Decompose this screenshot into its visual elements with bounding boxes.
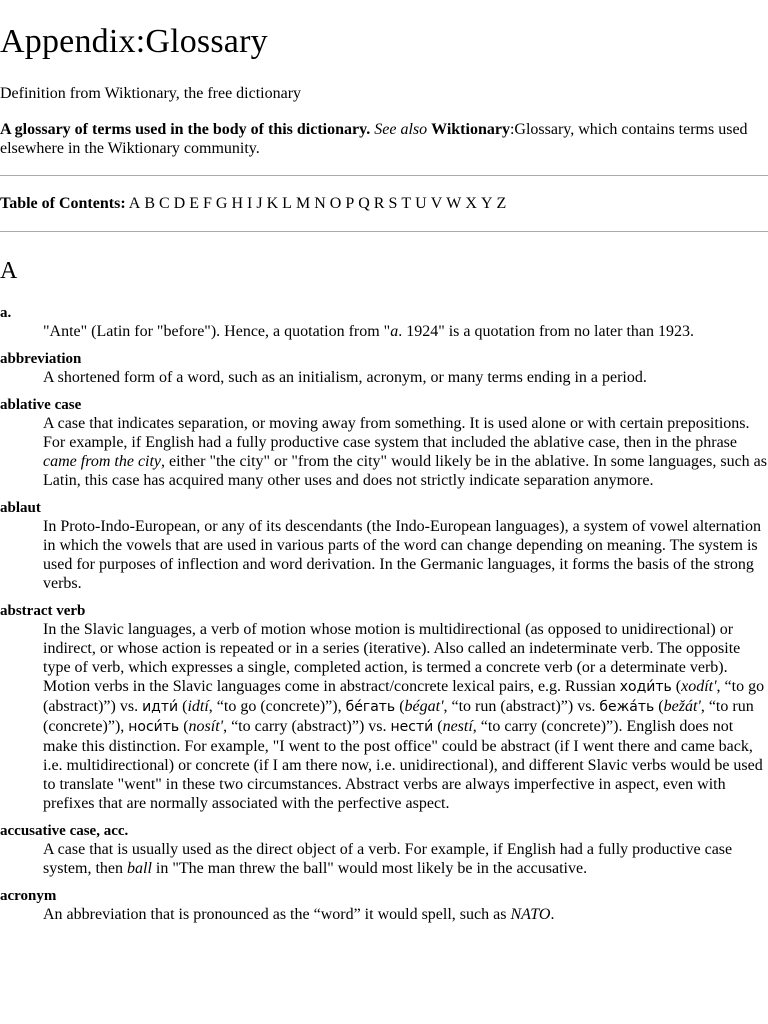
definition-italic: came from the city	[43, 453, 162, 470]
definition-text: , “to carry (abstract)”) vs.	[223, 718, 391, 735]
entry-definition	[43, 414, 768, 490]
definition-text: , “to run (concrete)”),	[43, 698, 754, 735]
definition-cyrillic-link[interactable]: идти́	[142, 699, 179, 715]
definition-text: (	[671, 678, 682, 695]
toc-letter-f[interactable]: F	[203, 195, 212, 212]
intro-bold: A glossary of terms used in the body of this dictionary.	[0, 121, 371, 138]
entry-term: ablative case	[0, 397, 82, 413]
entry-definition	[43, 368, 768, 387]
definition-text: (	[433, 718, 443, 735]
definition-cyrillic-link[interactable]: бе́гать	[345, 699, 396, 715]
definition-italic: ball	[127, 860, 152, 877]
toc-letter-k[interactable]: K	[266, 195, 279, 212]
definition-text: . 1924" is a quotation from no later than 1923.	[398, 323, 695, 340]
definition-text: , either "the city" or "from the city" would likely be in the ablative. In some languages, such as Latin, this case has acquired many other uses and does not strictly indicate separation anymore.	[43, 453, 767, 489]
table-of-contents	[0, 194, 510, 213]
section-letter-heading: A	[0, 258, 18, 284]
definition-italic: nosít'	[188, 718, 224, 735]
entry-term: abstract verb	[0, 603, 86, 619]
intro-see-also: See also	[374, 121, 428, 138]
divider-top	[0, 175, 768, 176]
toc-letter-a[interactable]: A	[128, 195, 141, 212]
definition-text: (	[395, 698, 405, 715]
toc-letter-r[interactable]: R	[373, 195, 385, 212]
toc-letter-c[interactable]: C	[159, 195, 170, 212]
definition-text: , “to carry (concrete)”). English does not make this distinction. For example, "I went to the post office" could be abstract (if I went there and came back, i.e. multidirectional) or concrete (if I am there now, i.e. unidirectional), and different Slavic verbs would be used to translate "went" in these two circumstances. Abstract verbs are always imperfective in aspect, even with prefixes that are normally associated with the perfective aspect.	[43, 718, 763, 812]
toc-label: Table of Contents:	[0, 195, 126, 212]
toc-letter-v[interactable]: V	[430, 195, 443, 212]
definition-text: "Ante" (Latin for "before"). Hence, a quotation from "	[43, 323, 391, 340]
definition-text: A shortened form of a word, such as an initialism, acronym, or many terms ending in a period.	[43, 369, 647, 386]
toc-letter-m[interactable]: M	[295, 195, 311, 212]
intro-paragraph	[0, 120, 760, 158]
definition-text: In the Slavic languages, a verb of motion whose motion is multidirectional (as opposed to unidirectional) or indirect, or whose action is repeated or in a series (iterative). Also called an indeterminate verb. The opposite type of verb, which expresses a single, completed action, is termed a concrete verb (or a determinate verb). Motion verbs in the Slavic languages come in abstract/concrete lexical pairs, e.g. Russian	[43, 621, 741, 695]
definition-cyrillic-link[interactable]: носи́ть	[128, 719, 180, 735]
toc-letter-b[interactable]: B	[144, 195, 155, 212]
toc-letter-s[interactable]: S	[388, 195, 398, 212]
toc-letter-d[interactable]: D	[173, 195, 186, 212]
toc-letter-i[interactable]: I	[247, 195, 253, 212]
toc-letter-h[interactable]: H	[231, 195, 244, 212]
entry-list	[0, 304, 768, 924]
toc-letter-n[interactable]: N	[314, 195, 326, 212]
definition-text: An abbreviation that is pronounced as the “word” it would spell, such as	[43, 906, 511, 923]
toc-letter-l[interactable]: L	[282, 195, 292, 212]
definition-cyrillic-link[interactable]: нести́	[390, 719, 434, 735]
intro-wiktionary-link[interactable]: Wiktionary	[431, 121, 510, 138]
glossary-entries	[0, 304, 768, 933]
definition-text: (	[654, 698, 664, 715]
toc-letter-u[interactable]: U	[415, 195, 427, 212]
definition-italic: idtí	[187, 698, 209, 715]
toc-letter-y[interactable]: Y	[480, 195, 493, 212]
definition-text: , “to run (abstract)”) vs.	[443, 698, 600, 715]
toc-letter-q[interactable]: Q	[358, 195, 370, 212]
intro-rest: :Glossary, which contains terms used elsewhere in the Wiktionary community.	[0, 121, 748, 157]
definition-text: A case that is usually used as the direct object of a verb. For example, if English had a fully productive case system, then	[43, 841, 733, 877]
entry-definition	[43, 620, 768, 813]
definition-italic: bégat'	[404, 698, 444, 715]
entry-term: acronym	[0, 888, 57, 904]
definition-text: , “to go (concrete)”),	[208, 698, 346, 715]
entry-definition	[43, 517, 768, 593]
definition-italic: a	[390, 323, 399, 340]
toc-letter-g[interactable]: G	[215, 195, 228, 212]
toc-letter-w[interactable]: W	[446, 195, 462, 212]
toc-letter-j[interactable]: J	[256, 195, 263, 212]
definition-cyrillic-link[interactable]: ходи́ть	[619, 679, 672, 695]
entry-term: a.	[0, 305, 12, 321]
toc-letter-x[interactable]: X	[465, 195, 477, 212]
definition-italic: nestí	[442, 718, 473, 735]
page-title: Appendix:Glossary	[0, 23, 268, 60]
definition-cyrillic-link[interactable]: бежа́ть	[599, 699, 655, 715]
definition-italic: xodít'	[681, 678, 717, 695]
toc-letter-z[interactable]: Z	[496, 195, 507, 212]
definition-text: (	[178, 698, 188, 715]
page-subtitle: Definition from Wiktionary, the free dictionary	[0, 85, 302, 102]
toc-letter-o[interactable]: O	[329, 195, 342, 212]
definition-italic: bežát'	[663, 698, 701, 715]
definition-text: , “to go (abstract)”) vs.	[43, 678, 765, 715]
definition-text: (	[179, 718, 189, 735]
toc-letters	[129, 195, 511, 212]
definition-text: In Proto-Indo-European, or any of its descendants (the Indo-European languages), a system of vowel alternation in which the vowels that are used in various parts of the word can change depending on meaning. The system is used for purposes of inflection and word derivation. In the Germanic languages, it forms the basis of the strong verbs.	[43, 518, 761, 592]
definition-text: in "The man threw the ball" would most likely be in the accusative.	[151, 860, 588, 877]
definition-text: .	[550, 906, 555, 923]
divider-bottom	[0, 231, 768, 232]
entry-term: ablaut	[0, 500, 41, 516]
toc-letter-e[interactable]: E	[189, 195, 200, 212]
entry-definition	[43, 905, 768, 924]
toc-letter-t[interactable]: T	[401, 195, 412, 212]
definition-text: A case that indicates separation, or moving away from something. It is used alone or with certain prepositions. For example, if English had a fully productive case system that included the ablative case, then in the phrase	[43, 415, 750, 451]
definition-italic: NATO	[510, 906, 551, 923]
entry-definition	[43, 322, 768, 341]
entry-definition	[43, 840, 768, 878]
entry-term: abbreviation	[0, 351, 82, 367]
entry-term: accusative case, acc.	[0, 823, 129, 839]
toc-letter-p[interactable]: P	[345, 195, 355, 212]
